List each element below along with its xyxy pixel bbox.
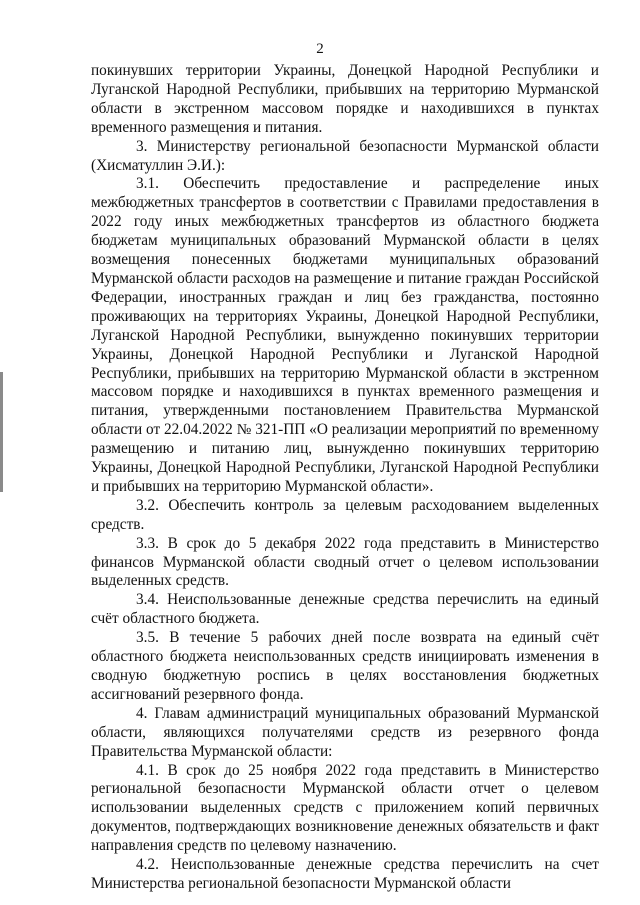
document-body — [91, 62, 599, 894]
paragraph-item-3-1: 3.1. Обеспечить предоставление и распределение иных межбюджетных трансфертов в соответствии с Правилами предоставления в 2022 году иных межбюджетных трансфертов из областного бюджета бюджетам муниципальных образований Мурманской области в целях возмещения понесенных бюджетами муниципальных образований Мурманской области расходов на размещение и питание граждан Российской Федерации, иностранных граждан и лиц без гражданства, постоянно проживающих на территориях Украины, Донецкой Народной Республики, Луганской Народной Республики, вынужденно покинувших территории Украины, Донецкой Народной Республики и Луганской Народной Республики, прибывших на территорию Мурманской области в экстренном массовом порядке и находившихся в пунктах временного размещения и питания, утвержденными постановлением Правительства Мурманской области от 22.04.2022 № 321-ПП «О реализации мероприятий по временному размещению и питанию лиц, вынужденно покинувших территорию Украины, Донецкой Народной Республики, Луганской Народной Республики и прибывших на территорию Мурманской области». — [91, 175, 599, 495]
paragraph-item-3: 3. Министерству региональной безопасности Мурманской области (Хисматуллин Э.И.): — [91, 137, 599, 174]
paragraph-item-4: 4. Главам администраций муниципальных образований Мурманской области, являющихся получателями средств из резервного фонда Правительства Мурманской области: — [91, 704, 599, 760]
paragraph-continuation: покинувших территории Украины, Донецкой Народной Республики и Луганской Народной Республики, прибывших на территорию Мурманской области в экстренном массовом порядке и находившихся в пунктах временного размещения и питания. — [91, 62, 599, 136]
paragraph-item-3-4: 3.4. Неиспользованные денежные средства перечислить на единый счёт областного бюджета. — [91, 591, 599, 628]
page-number: 2 — [316, 41, 324, 57]
paragraph-item-3-2: 3.2. Обеспечить контроль за целевым расходованием выделенных средств. — [91, 496, 599, 533]
paragraph-item-4-1: 4.1. В срок до 25 ноября 2022 года представить в Министерство региональной безопасности Мурманской области отчет о целевом использовании выделенных средств с приложением копий первичных документов, подтверждающих возникновение денежных обязательств и факт направления средств по целевому назначению. — [91, 761, 599, 855]
scan-edge-mark — [0, 372, 3, 492]
paragraph-item-3-5: 3.5. В течение 5 рабочих дней после возврата на единый счёт областного бюджета неиспользованных средств инициировать изменения в сводную бюджетную роспись в целях восстановления бюджетных ассигнований резервного фонда. — [91, 629, 599, 703]
paragraph-item-4-2: 4.2. Неиспользованные денежные средства перечислить на счет Министерства региональной безопасности Мурманской области — [91, 856, 599, 892]
paragraph-item-3-3: 3.3. В срок до 5 декабря 2022 года представить в Министерство финансов Мурманской области сводный отчет о целевом использовании выделенных средств. — [91, 534, 599, 590]
